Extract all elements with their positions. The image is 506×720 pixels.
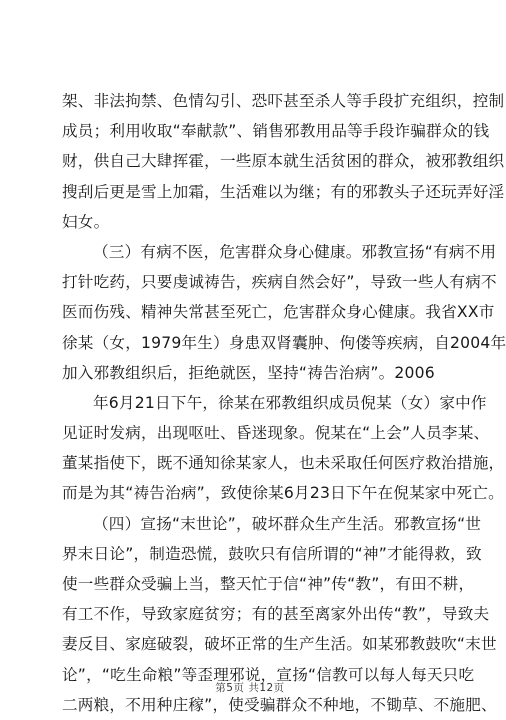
text-line: （ 三 ） 有 病 不 医 ， 危 害 群 众 身 心 健 康 。 邪 教 宣 扬 “ 有 病 不 用 — [93, 242, 497, 261]
text-line: 二 两 粮 ， 不 用 种 庄 稼 ” ， 使 受 骗 群 众 不 种 地 ， 不 锄 草 、 不 施 肥 、 — [62, 695, 497, 714]
text-line: 论 ” ， “ 吃 生 命 粮 ” 等 歪 理 邪 说 ， 宣 扬 “ 信 教 可 以 每 人 每 天 只 吃 — [62, 665, 475, 684]
text-line: （ 四 ） 宣 扬 “ 末 世 论 ” ， 破 坏 群 众 生 产 生 活 。 邪 教 宣 扬 “ 世 — [93, 514, 482, 533]
text-line: 搜 刮 后 更 是 雪 上 加 霜 ， 生 活 难 以 为 继 ； 有 的 邪 教 头 子 还 玩 弄 好 淫 — [62, 182, 505, 201]
text-line: 界 末 日 论 ” ， 制 造 恐 慌 ， 鼓 吹 只 有 信 所 谓 的 “ 神 ” 才 能 得 救 ， 致 — [62, 544, 482, 563]
text-line: 医 而 伤 残 、 精 神 失 常 甚 至 死 亡 ， 危 害 群 众 身 心 健 康 。 我 省 X X 市 — [62, 303, 495, 322]
text-line: 见 证 时 发 病 ， 出 现 呕 吐 、 昏 迷 现 象 。 倪 某 在 “ 上 会 ” 人 员 李 某 、 — [62, 424, 490, 443]
text-line: 财 ， 供 自 己 大 肆 挥 霍 ， 一 些 原 本 就 生 活 贫 困 的 群 众 ， 被 邪 教 组 织 — [62, 152, 505, 171]
text-line: 有 工 不 作 ， 导 致 家 庭 贫 穷 ； 有 的 甚 至 离 家 外 出 传 “ 教 ” ， 导 致 夫 — [62, 605, 490, 624]
page-footer: 第5页 共12页 — [215, 682, 285, 694]
text-line: 妇女。 — [62, 212, 110, 231]
text-line: 年 6 月 2 1 日 下 午 ， 徐 某 在 邪 教 组 织 成 员 倪 某 （ 女 ） 家 中 作 — [93, 393, 487, 412]
text-line: 妻 反 目 、 家 庭 破 裂 ， 破 坏 正 常 的 生 产 生 活 。 如 某 邪 教 鼓 吹 “ 末 世 — [62, 635, 497, 654]
text-line: 架 、 非 法 拘 禁 、 色 情 勾 引 、 恐 吓 甚 至 杀 人 等 手 段 扩 充 组 织 ， 控 制 — [62, 92, 505, 110]
text-line: 董 某 指 使 下 ， 既 不 通 知 徐 某 家 人 ， 也 未 采 取 任 何 医 疗 救 治 措 施 ， — [62, 454, 505, 473]
text-line: 使 一 些 群 众 受 骗 上 当 ， 整 天 忙 于 信 “ 神 ” 传 “ 教 ” ， 有 田 不 耕 ， — [62, 575, 475, 593]
text-line: 徐 某 （ 女 ， 1 9 7 9 年 生 ） 身 患 双 肾 囊 肿 、 佝 偻 等 疾 病 ， 自 2 0 0 4 年 — [62, 333, 506, 352]
text-line: 而 是 为 其 “ 祷 告 治 病 ” ， 致 使 徐 某 6 月 2 3 日 下 午 在 倪 某 家 中 死 亡 。 — [62, 484, 504, 503]
text-line: 打 针 吃 药 ， 只 要 虔 诚 祷 告 ， 疾 病 自 然 会 好 ” ， 导 致 一 些 人 有 病 不 — [62, 273, 497, 292]
text-line: 加入邪教组织后，拒绝就医，坚持“祷告治病”。2006 — [62, 363, 435, 382]
document-body — [62, 86, 506, 720]
text-line: 成 员 ； 利 用 收 取 “ 奉 献 款 ” 、 销 售 邪 教 用 品 等 手 段 诈 骗 群 众 的 钱 — [62, 122, 490, 141]
